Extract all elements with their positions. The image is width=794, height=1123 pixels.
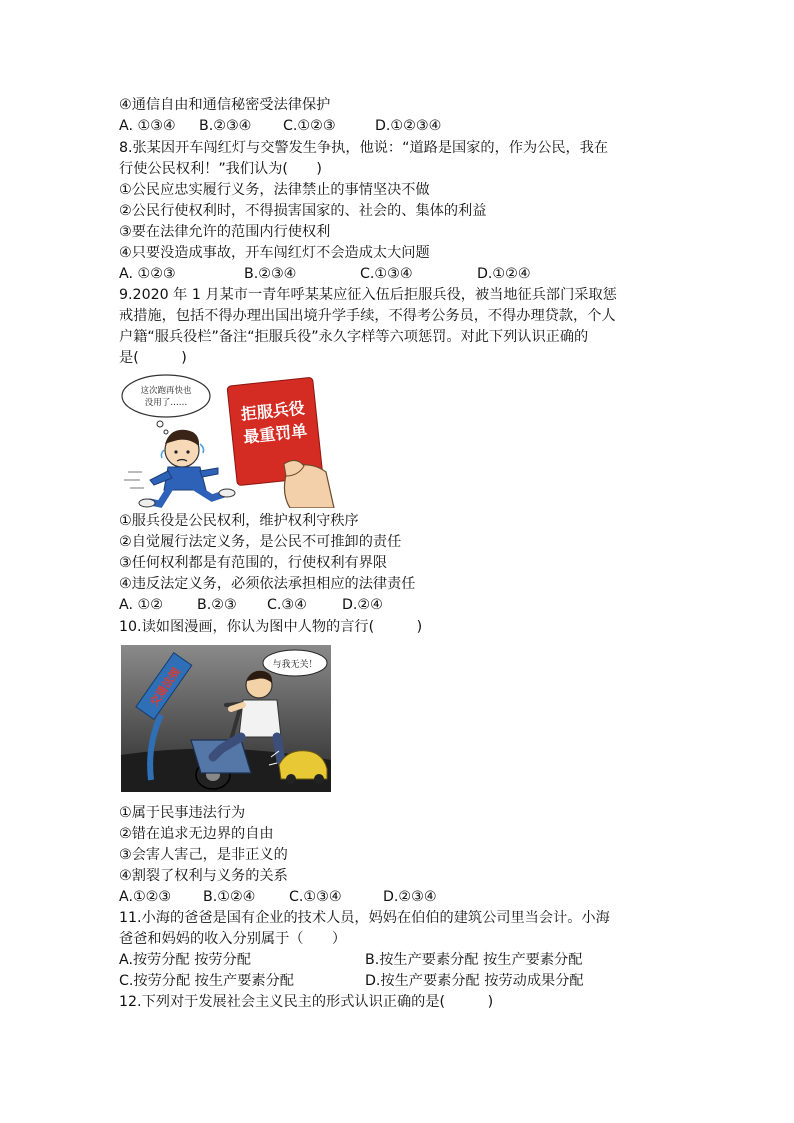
q10-stem: 10.读如图漫画，你认为图中人物的言行( ) — [119, 619, 423, 635]
q8-statement-1: ①公民应忠实履行义务，法律禁止的事情坚决不做 — [119, 182, 430, 198]
q9-statement-4: ④违反法定义务，必须依法承担相应的法律责任 — [119, 576, 416, 592]
q9-statement-2: ②自觉履行法定义务，是公民不可推卸的责任 — [119, 534, 402, 550]
q7-statement-4: ④通信自由和通信秘密受法律保护 — [119, 97, 331, 113]
q7-option-b: B.②③④ — [199, 118, 252, 134]
q8-option-a: A. ①②③ — [119, 266, 176, 282]
q11-option-b: B.按生产要素分配 按生产要素分配 — [365, 952, 583, 968]
q7-option-d: D.①②③④ — [375, 118, 442, 134]
q11-option-d: D.按生产要素分配 按劳动成果分配 — [365, 973, 584, 989]
q10-statement-2: ②错在追求无边界的自由 — [119, 826, 274, 842]
q9-cartoon — [120, 372, 336, 508]
q10-statement-3: ③会害人害己，是非正义的 — [119, 847, 288, 863]
q10-cartoon-drawing — [121, 645, 331, 792]
q11-stem-line-1: 11.小海的爸爸是国有企业的技术人员，妈妈在伯伯的建筑公司里当会计。小海 — [119, 910, 610, 926]
q10-option-b: B.①②④ — [203, 889, 256, 905]
q8-option-d: D.①②④ — [477, 266, 531, 282]
q9-options — [119, 595, 679, 616]
q9-option-c: C.③④ — [267, 597, 307, 613]
q7-option-a: A. ①③④ — [119, 118, 176, 134]
q9-stem-line-1: 9.2020 年 1 月某市一青年呼某某应征入伍后拒服兵役，被当地征兵部门采取惩 — [119, 287, 617, 303]
q10-statement-4: ④割裂了权利与义务的关系 — [119, 868, 288, 884]
sign-text: 交通法规 — [147, 665, 184, 709]
q8-stem-line-2: 行使公民权利！”我们认为( ) — [119, 161, 322, 177]
q9-stem-line-4: 是( ) — [119, 350, 187, 366]
q10-option-a: A.①②③ — [119, 889, 172, 905]
q8-option-c: C.①③④ — [360, 266, 413, 282]
q9-option-a: A. ①② — [119, 597, 163, 613]
q10-cartoon — [121, 645, 331, 792]
q10-option-c: C.①③④ — [289, 889, 342, 905]
q11-option-a: A.按劳分配 按劳分配 — [119, 952, 251, 968]
q8-options — [119, 264, 679, 285]
q11-option-c: C.按劳分配 按生产要素分配 — [119, 973, 294, 989]
q9-cartoon-drawing — [120, 372, 336, 508]
q8-statement-4: ④只要没造成事故，开车闯红灯不会造成太大问题 — [119, 245, 430, 261]
q8-option-b: B.②③④ — [244, 266, 297, 282]
q8-stem-line-1: 8.张某因开车闯红灯与交警发生争执，他说：“道路是国家的，作为公民，我在 — [119, 140, 609, 156]
q9-option-d: D.②④ — [342, 597, 383, 613]
bubble-line-2: 没用了…… — [144, 398, 188, 408]
q11-stem-line-2: 爸爸和妈妈的收入分别属于（ ） — [119, 931, 347, 947]
q10-options — [119, 887, 679, 908]
q12-stem: 12.下列对于发展社会主义民主的形式认识正确的是( ) — [119, 994, 494, 1010]
card-line-2: 最重罚单 — [242, 421, 309, 447]
q8-statement-2: ②公民行使权利时，不得损害国家的、社会的、集体的利益 — [119, 203, 487, 219]
q11-options-row-1 — [119, 950, 679, 971]
bubble-line-1: 这次跑再快也 — [140, 386, 192, 396]
q7-option-c: C.①②③ — [283, 118, 336, 134]
q7-options — [119, 116, 679, 137]
q10-option-d: D.②③④ — [383, 889, 437, 905]
q9-option-b: B.②③ — [197, 597, 237, 613]
q9-statement-1: ①服兵役是公民权利，维护权利守秩序 — [119, 513, 359, 529]
q10-statement-1: ①属于民事违法行为 — [119, 805, 246, 821]
q11-options-row-2 — [119, 971, 679, 992]
q9-stem-line-2: 戒措施，包括不得办理出国出境升学手续，不得考公务员，不得办理贷款，个人 — [119, 308, 616, 324]
q9-statement-3: ③任何权利都是有范围的，行使权利有界限 — [119, 555, 388, 571]
card-line-1: 拒服兵役 — [240, 398, 306, 424]
q8-statement-3: ③要在法律允许的范围内行使权利 — [119, 224, 331, 240]
speech-text: 与我无关！ — [272, 660, 318, 670]
q9-stem-line-3: 户籍“服兵役栏”备注“拒服兵役”永久字样等六项惩罚。对此下列认识正确的 — [119, 329, 589, 345]
